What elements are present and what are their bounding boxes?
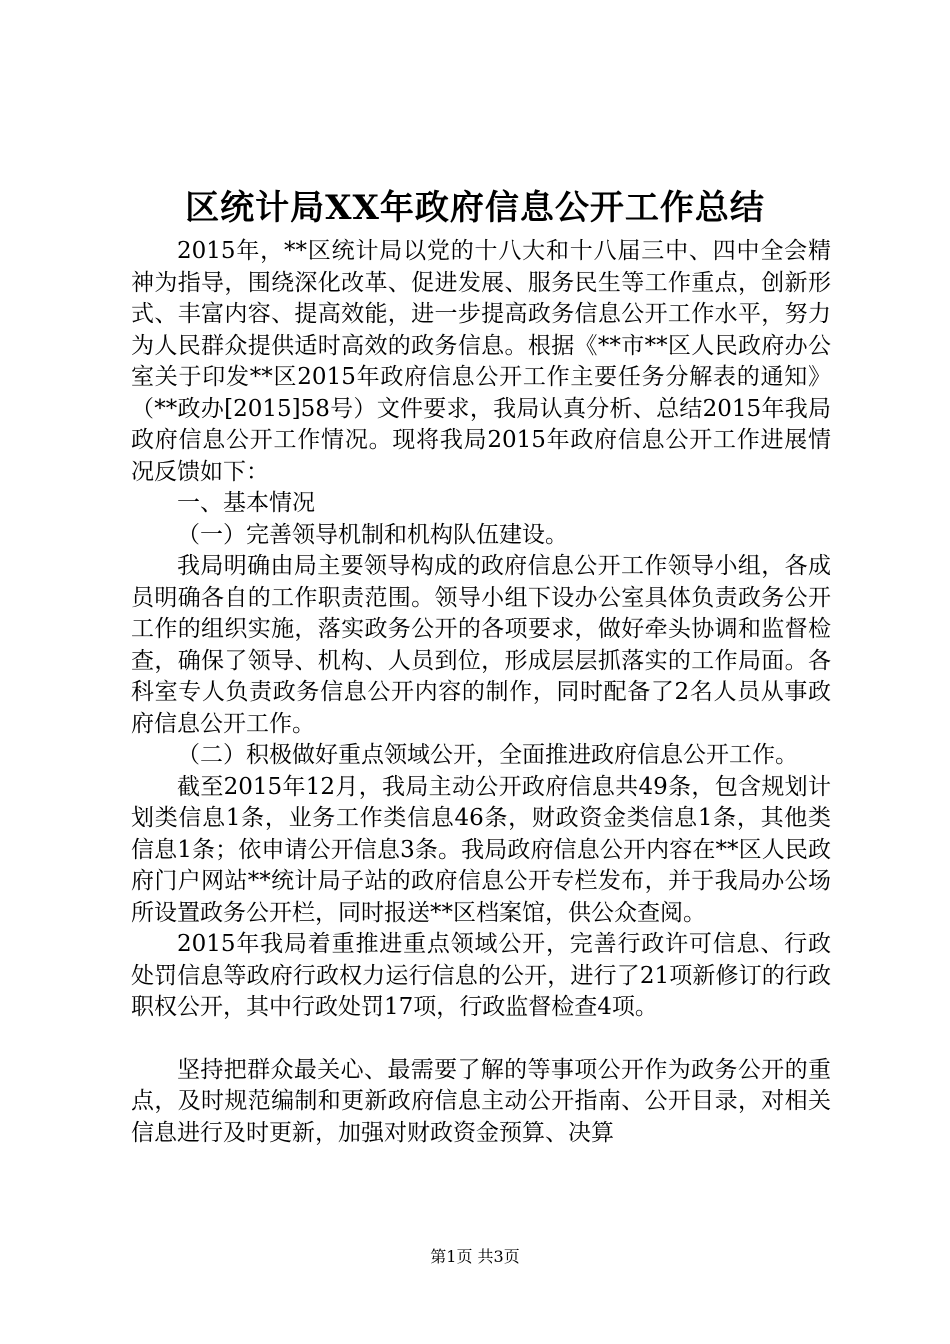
page-number-footer: 第1页 共3页	[430, 1247, 520, 1266]
paragraph-spacer	[131, 1024, 831, 1055]
paragraph-intro: 2015年，**区统计局以党的十八大和十八届三中、四中全会精神为指导，围绕深化改革、促进发展、服务民生等工作重点，创新形式、丰富内容、提高效能，进一步提高政务信息公开工作水平，努力为人民群众提供适时高效的政务信息。根据《**市**区人民政府办公室关于印发**区2015年政府信息公开工作主要任务分解表的通知》（**政办[2015]58号）文件要求，我局认真分析、总结2015年我局政府信息公开工作情况。现将我局2015年政府信息公开工作进展情况反馈如下：	[131, 238, 831, 485]
subsection-heading-2: （二）积极做好重点领域公开，全面推进政府信息公开工作。	[177, 742, 798, 768]
paragraph-priorities: 坚持把群众最关心、最需要了解的等事项公开作为政务公开的重点，及时规范编制和更新政府信息主动公开指南、公开目录，对相关信息进行及时更新，加强对财政资金预算、决算	[131, 1056, 831, 1146]
section-heading-basic: 一、基本情况	[177, 490, 315, 516]
paragraph-statistics: 截至2015年12月，我局主动公开政府信息共49条，包含规划计划类信息1条，业务工作类信息46条，财政资金类信息1条，其他类信息1条；依申请公开信息3条。我局政府信息公开内容在**区人民政府门户网站**统计局子站的政府信息公开专栏发布，并于我局办公场所设置政务公开栏，同时报送**区档案馆，供公众查阅。	[131, 773, 831, 926]
paragraph-leadership: 我局明确由局主要领导构成的政府信息公开工作领导小组，各成员明确各自的工作职责范围。领导小组下设办公室具体负责政务公开工作的组织实施，落实政务公开的各项要求，做好牵头协调和监督检查，确保了领导、机构、人员到位，形成层层抓落实的工作局面。各科室专人负责政务信息公开内容的制作，同时配备了2名人员从事政府信息公开工作。	[131, 553, 831, 737]
document-title: 区统计局XX年政府信息公开工作总结	[185, 188, 765, 228]
paragraph-key-areas: 2015年我局着重推进重点领域公开，完善行政许可信息、行政处罚信息等政府行政权力运行信息的公开，进行了21项新修订的行政职权公开，其中行政处罚17项，行政监督检查4项。	[131, 931, 831, 1020]
document-body	[131, 236, 831, 1149]
subsection-heading-1: （一）完善领导机制和机构队伍建设。	[177, 521, 568, 548]
